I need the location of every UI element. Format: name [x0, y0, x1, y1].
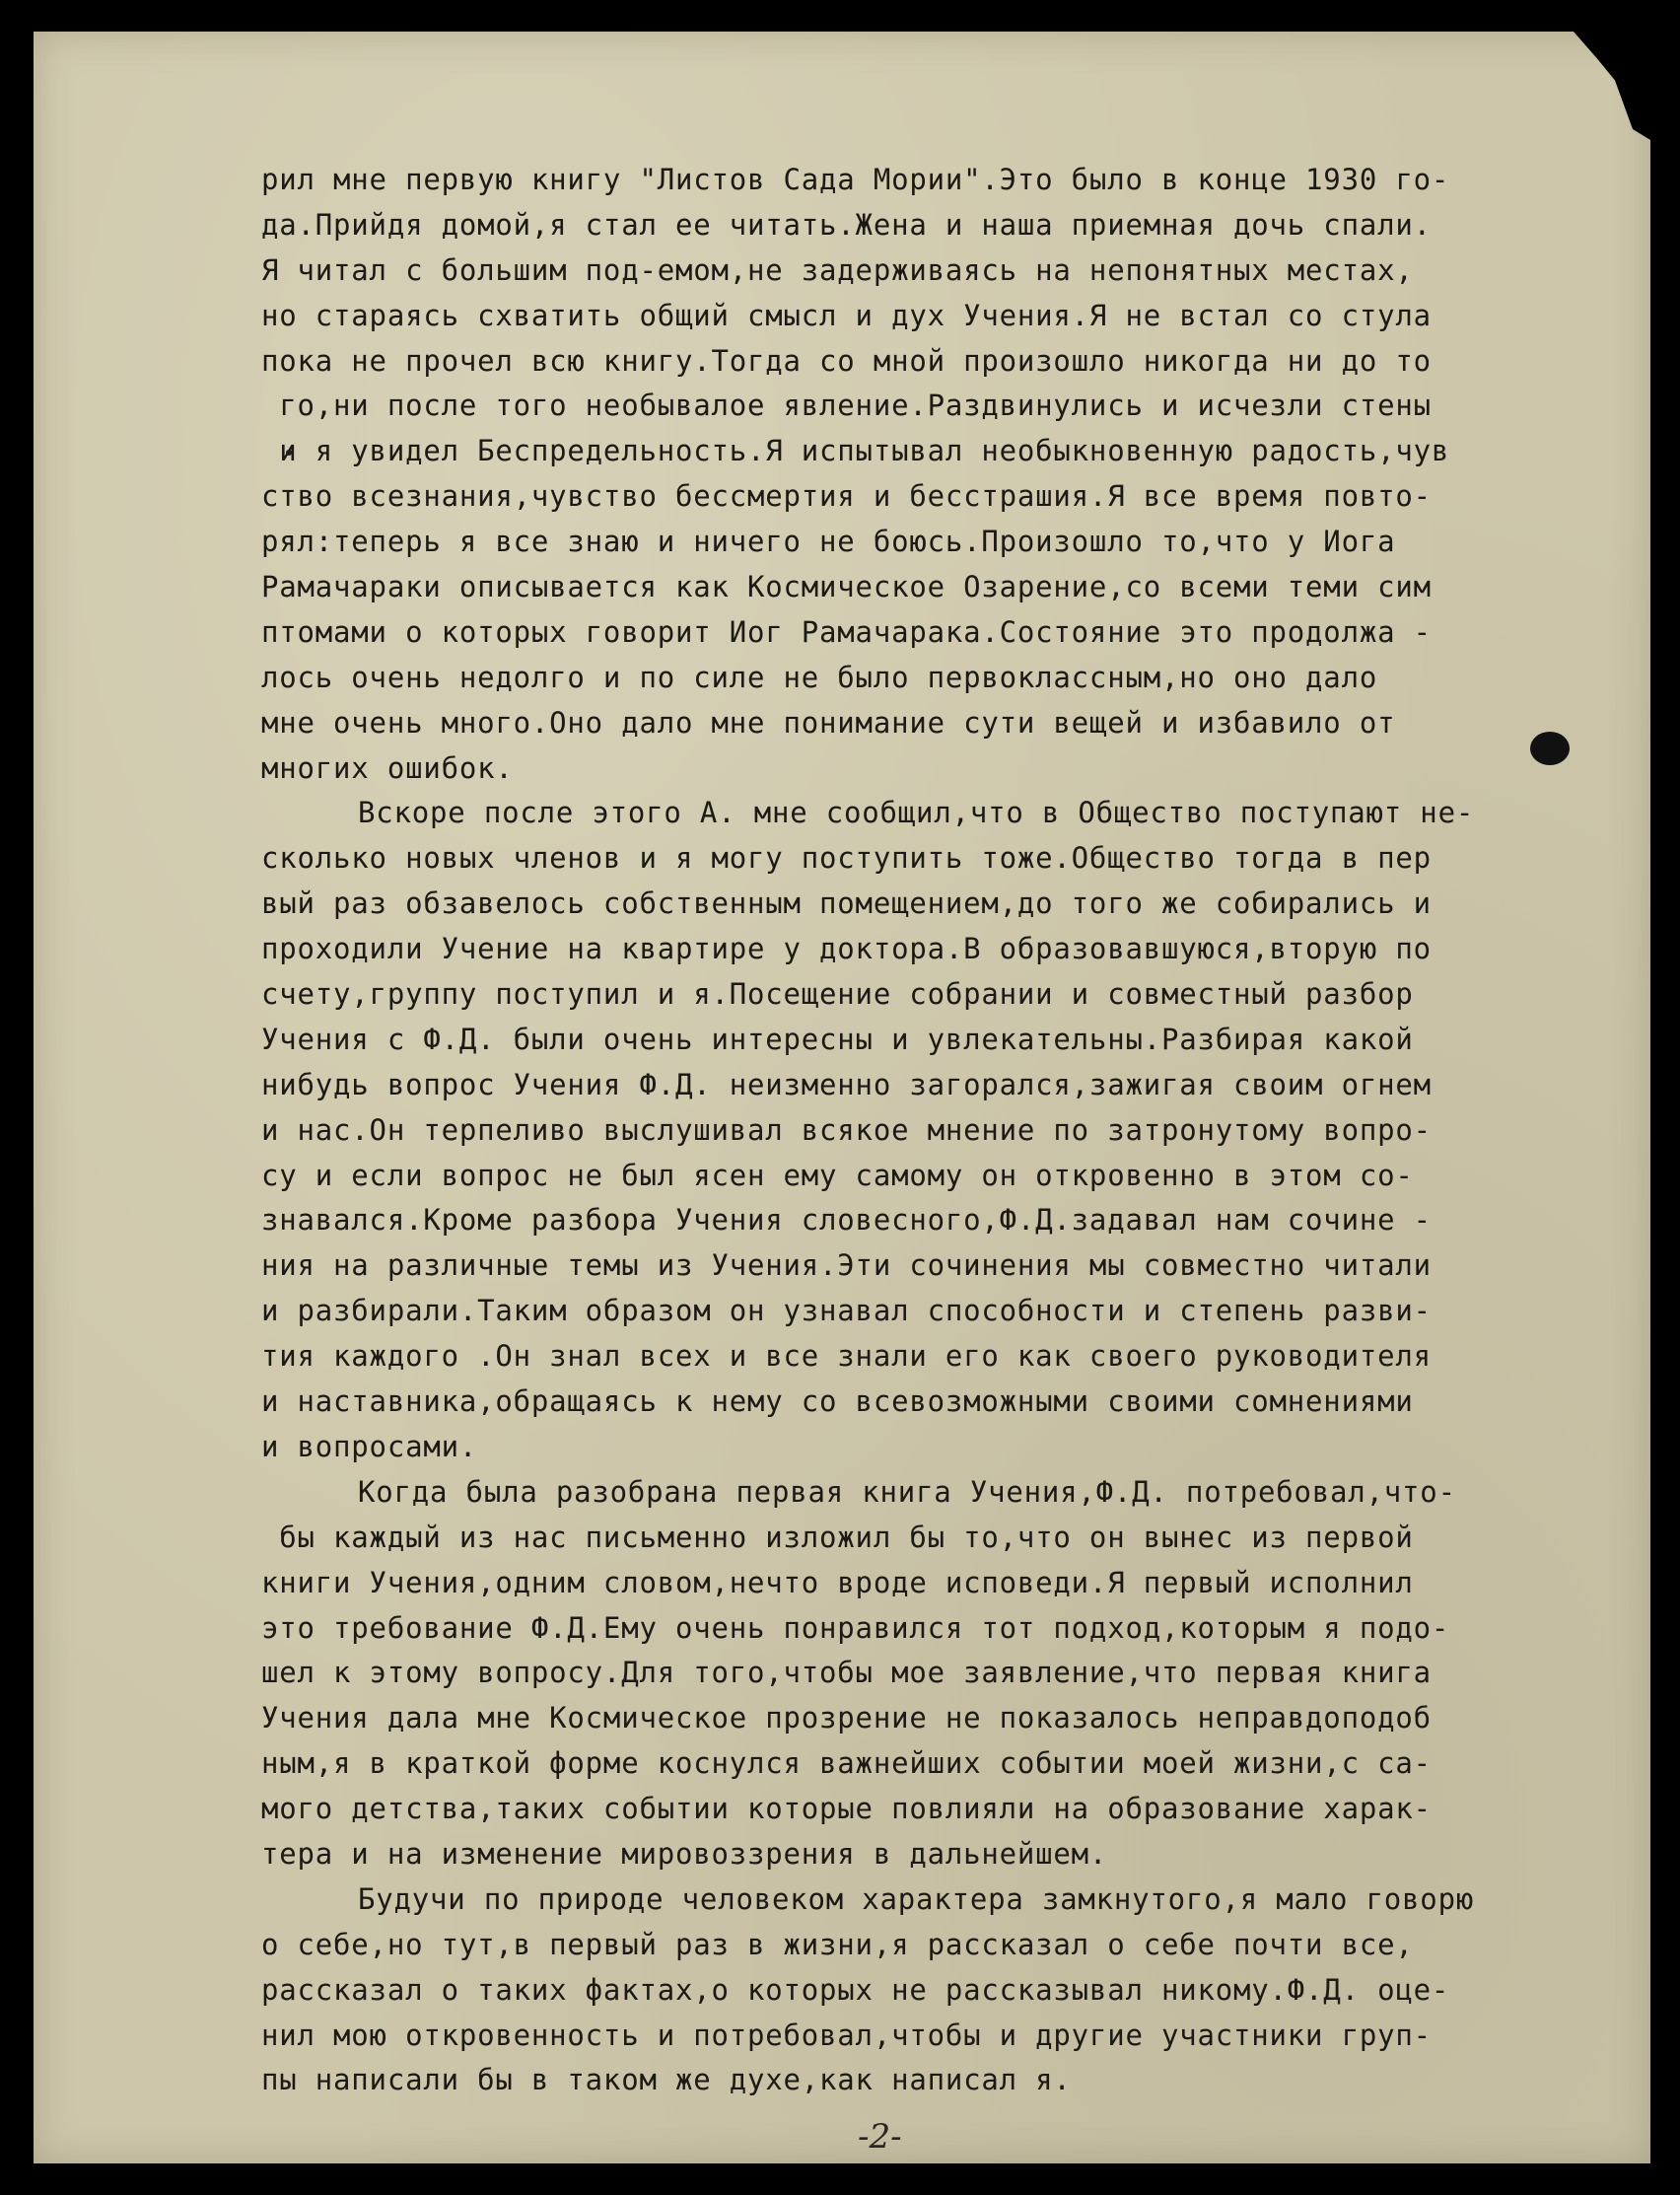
text-line: но стараясь схватить общий смысл и дух Учения.Я не встал со стула [261, 298, 1432, 332]
text-line: и нас.Он терпеливо выслушивал всякое мнение по затронутому вопро- [261, 1112, 1432, 1147]
text-line: счету,группу поступил и я.Посещение собрании и совместный разбор [261, 977, 1414, 1012]
text-line: бы каждый из нас письменно изложил бы то,что он вынес из первой [261, 1520, 1414, 1554]
text-line: го,ни после того необывалое явление.Раздвинулись и исчезли стены [261, 389, 1432, 423]
text-line: вый раз обзавелось собственным помещением,до того же собирались и [261, 886, 1432, 921]
text-line: пы написали бы в таком же духе,как написал я. [261, 2063, 1072, 2097]
text-line: многих ошибок. [261, 750, 514, 785]
text-line: птомами о которых говорит Иог Рамачарака.Состояние это продолжа - [261, 614, 1432, 649]
text-line: да.Прийдя домой,я стал ее читать.Жена и наша приемная дочь спали. [261, 207, 1432, 242]
text-line: Учения с Ф.Д. были очень интересны и увлекательны.Разбирая какой [261, 1022, 1414, 1056]
torn-corner [1532, 32, 1650, 140]
typed-text-body [261, 158, 1656, 2103]
text-line: рассказал о таких фактах,о которых не рассказывал никому.Ф.Д. оце- [261, 1972, 1450, 2007]
text-line: Рамачараки описывается как Космическое Озарение,со всеми теми сим [261, 570, 1432, 604]
text-line: лось очень недолго и по силе не было первоклассным,но оно дало [261, 660, 1378, 694]
text-line: ным,я в краткой форме коснулся важнейших событии моей жизни,с са- [261, 1746, 1432, 1781]
text-line: книги Учения,одним словом,нечто вроде исповеди.Я первый исполнил [261, 1565, 1414, 1599]
text-line: пока не прочел всю книгу.Тогда со мной произошло никогда ни до то [261, 343, 1432, 378]
text-line: шел к этому вопросу.Для того,чтобы мое заявление,что первая книга [261, 1656, 1432, 1690]
text-line: Я читал с большим под-емом,не задерживаясь на непонятных местах, [261, 252, 1414, 287]
page-number: -2- [858, 2117, 902, 2157]
text-line: сколько новых членов и я могу поступить тоже.Общество тогда в пер [261, 841, 1432, 876]
text-line: о себе,но тут,в первый раз в жизни,я рассказал о себе почти все, [261, 1927, 1414, 1961]
text-line: нил мою откровенность и потребовал,чтобы и другие участники груп- [261, 2018, 1432, 2052]
text-line: это требование Ф.Д.Ему очень понравился тот подход,которым я подо- [261, 1610, 1450, 1645]
text-line: мне очень много.Оно дало мне понимание сути вещей и избавило от [261, 705, 1396, 740]
text-line: ния на различные темы из Учения.Эти сочинения мы совместно читали [261, 1248, 1432, 1283]
text-line: Учения дала мне Космическое прозрение не показалось неправдоподоб [261, 1701, 1432, 1735]
text-line: и я увидел Беспредельность.Я испытывал необыкновенную радость,чув [261, 434, 1450, 468]
text-line: тера и на изменение мировоззрения в дальнейшем. [261, 1836, 1108, 1871]
text-line: ство всезнания,чувство бессмертия и бесстрашия.Я все время повто- [261, 479, 1432, 514]
text-line: проходили Учение на квартире у доктора.В образовавшуюся,вторую по [261, 932, 1432, 966]
text-line: нибудь вопрос Учения Ф.Д. неизменно загорался,зажигая своим огнем [261, 1067, 1432, 1101]
text-line: рил мне первую книгу "Листов Сада Мории".Это было в конце 1930 го- [261, 163, 1450, 196]
text-line: Когда была разобрана первая книга Учения,Ф.Д. потребовал,что- [358, 1474, 1456, 1509]
text-line: рял:теперь я все знаю и ничего не боюсь.Произошло то,что у Иога [261, 525, 1396, 559]
text-line: и вопросами. [261, 1429, 478, 1463]
text-line: и разбирали.Таким образом он узнавал способности и степень разви- [261, 1294, 1432, 1328]
text-line: Вскоре после этого А. мне сообщил,что в Общество поступают не- [358, 796, 1475, 830]
text-line: Будучи по природе человеком характера замкнутого,я мало говорю [358, 1881, 1475, 1916]
text-line: и наставника,обращаясь к нему со всевозможными своими сомнениями [261, 1384, 1414, 1419]
text-line: су и если вопрос не был ясен ему самому он откровенно в этом со- [261, 1158, 1414, 1192]
text-line: тия каждого .Он знал всех и все знали его как своего руководителя [261, 1339, 1432, 1374]
text-line: знавался.Кроме разбора Учения словесного,Ф.Д.задавал нам сочине - [261, 1203, 1432, 1238]
text-line: мого детства,таких событии которые повлияли на образование харак- [261, 1792, 1432, 1826]
